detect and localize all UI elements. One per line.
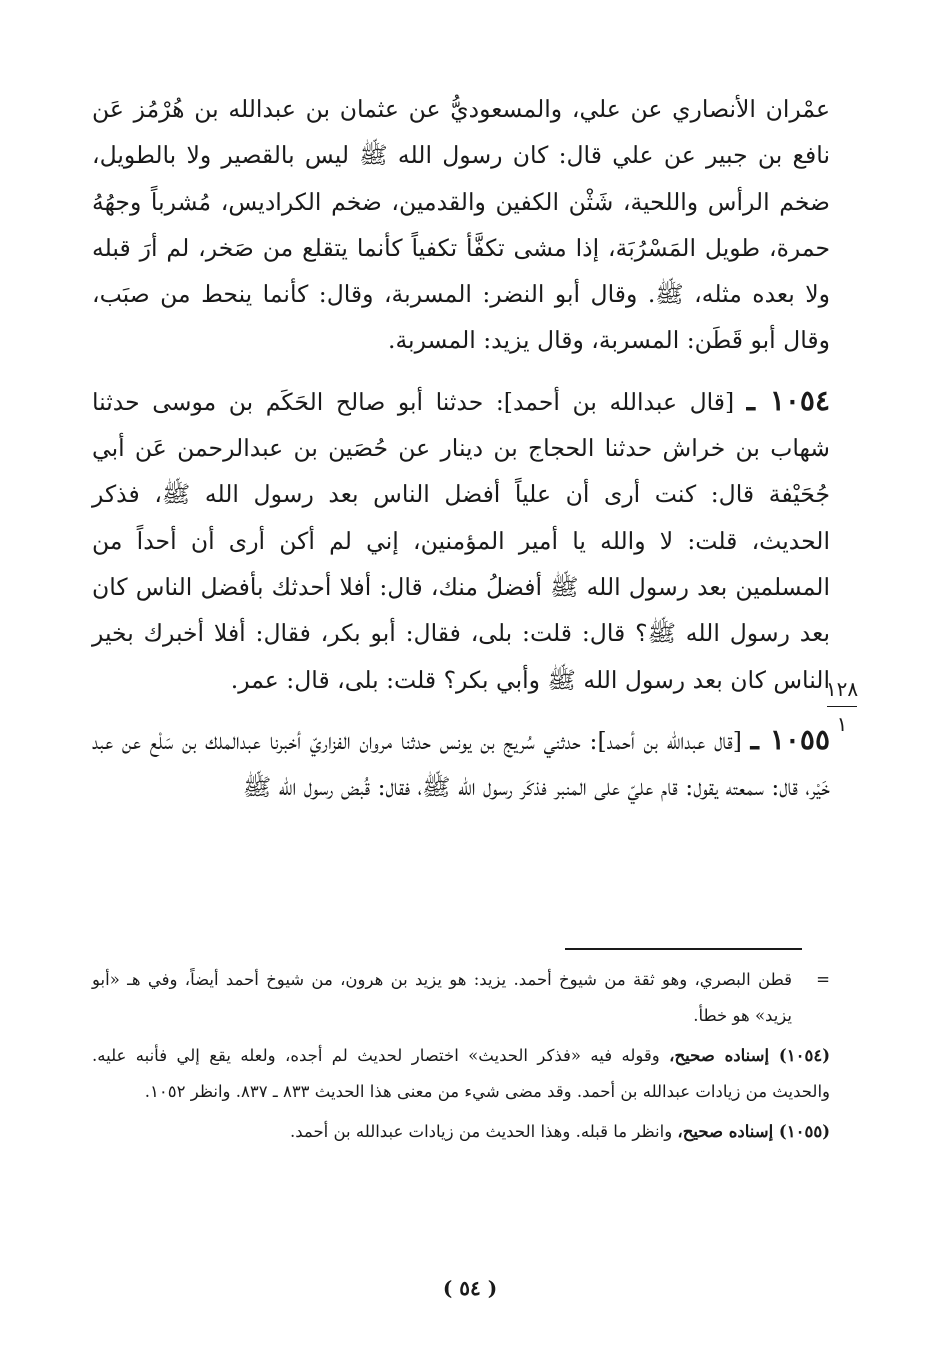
margin-reference-rule xyxy=(827,706,857,707)
hadith-number: ١٠٥٥ ـ xyxy=(750,722,830,756)
main-text-block xyxy=(92,86,830,810)
margin-volume-reference xyxy=(822,678,862,735)
footnote-1054 xyxy=(92,1038,830,1110)
footnote-label: (١٠٥٥) إسناده صحيح، xyxy=(677,1122,830,1141)
hadith-1054 xyxy=(92,378,830,703)
footnote-text: وقوله فيه «فذكر الحديث» اختصار لحديث لم أجده، ولعله يقع إلي فأنبه عليه. والحديث من زيادات عبدالله بن أحمد. وقد مضى شيء من معنى هذا الحديث ٨٣٣ ـ ٨٣٧. وانظر ١٠٥٢. xyxy=(92,1046,830,1101)
paragraph-continuation: عمْران الأنصاري عن علي، والمسعوديُّ عن عثمان بن عبدالله بن هُرْمُز عَن نافع بن جبير عن علي قال: كان رسول الله ﷺ ليس بالقصير ولا بالطويل، ضخم الرأس واللحية، شَثْن الكفين والقدمين، ضخم الكراديس، مُشرباً وجهُهُ حمرة، طويل المَسْرُبَة، إذا مشى تكفَّأ تكفياً كأنما يتقلع من صَخر، لم أرَ قبله ولا بعده مثله، ﷺ. وقال أبو النضر: المسربة، وقال: كأنما ينحط من صبَب، وقال أبو قَطَن: المسربة، وقال يزيد: المسربة. xyxy=(92,95,830,355)
footnotes-block xyxy=(92,962,830,1150)
hadith-1055 xyxy=(92,717,830,811)
page-number: ( ٥٤ ) xyxy=(442,1276,498,1300)
margin-reference-volume: ١ xyxy=(836,712,848,736)
margin-reference-page: ١٢٨ xyxy=(825,677,859,701)
hadith-number: ١٠٥٤ ـ xyxy=(746,383,830,417)
footnote-continuation xyxy=(92,962,830,1034)
hadith-text: [قال عبدالله بن أحمد]: حدثنا أبو صالح الحَكَم بن موسى حدثنا شهاب بن خراش حدثنا الحجاج بن دينار عن حُصَين بن عبدالرحمن عَن أبي جُحَيْفة قال: كنت أرى أن علياً أفضل الناس بعد رسول الله ﷺ، فذكر الحديث، قلت: لا والله يا أمير المؤمنين، إني لم أكن أرى أن أحداً من المسلمين بعد رسول الله ﷺ أفضلُ منك، قال: أفلا أحدثك بأفضل الناس كان بعد رسول الله ﷺ؟ قال: قلت: بلى، فقال: أبو بكر، فقال: أفلا أخبرك بخير الناس كان بعد رسول الله ﷺ وأبي بكر؟ قلت: بلى، قال: عمر. xyxy=(92,387,830,694)
hadith-text: [قال عبدالله بن أحمد]: حدثني سُريج بن يونس حدثنا مروان الفزاريّ أخبرنا عبدالملك بن سَلْع عن عبد خَيْر، قال: سمعته يقول: قام عليّ على المنبر فذكَر رسول الله ﷺ، فقال: قُبض رسول الله ﷺ xyxy=(92,726,830,802)
continuation-mark: = xyxy=(816,970,830,989)
footnote-text: وانظر ما قبله. وهذا الحديث من زيادات عبدالله بن أحمد. xyxy=(290,1122,678,1141)
footnote-label: (١٠٥٤) إسناده صحيح، xyxy=(669,1046,830,1065)
footnote-continuation-text: قطن البصري، وهو ثقة من شيوخ أحمد. يزيد: هو يزيد بن هرون، من شيوخ أحمد أيضاً، وفي هـ «أبو يزيد» هو خطأ. xyxy=(92,970,792,1025)
footnote-1055 xyxy=(92,1114,830,1150)
footnote-separator xyxy=(565,948,802,950)
